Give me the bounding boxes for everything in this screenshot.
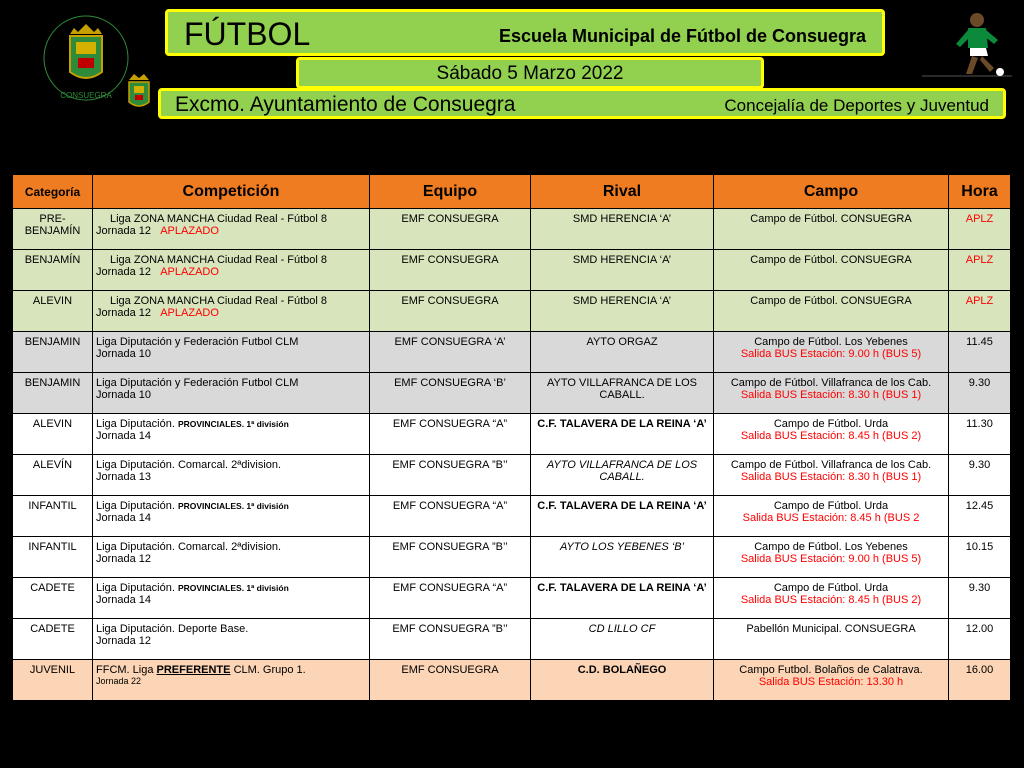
rival-cell: C.F. TALAVERA DE LA REINA ‘A’ (531, 578, 714, 619)
bus-departure: Salida BUS Estación: 8.30 h (BUS 1) (740, 471, 922, 483)
team-cell: EMF CONSUEGRA ”B’’ (370, 619, 531, 660)
field-cell: Campo de Fútbol. Villafranca de los Cab. Salida BUS Estación: 8.30 h (BUS 1) (714, 373, 949, 414)
competition-cell: Liga ZONA MANCHA Ciudad Real - Fútbol 8 Jornada 12 APLAZADO (93, 250, 370, 291)
competition-cell: Liga Diputación. Comarcal. 2ªdivision. Jornada 13 (93, 455, 370, 496)
rival-cell: SMD HERENCIA ‘A’ (531, 250, 714, 291)
field-cell: Campo de Fútbol. Urda Salida BUS Estación: 8.45 h (BUS 2 (714, 496, 949, 537)
field-cell: Campo de Fútbol. CONSUEGRA (714, 250, 949, 291)
bus-departure: Salida BUS Estación: 9.00 h (BUS 5) (740, 348, 922, 360)
team-cell: EMF CONSUEGRA (370, 250, 531, 291)
field-cell: Campo de Fútbol. CONSUEGRA (714, 209, 949, 250)
competition-cell: Liga Diputación. PROVINCIALES. 1ª división Jornada 14 (93, 578, 370, 619)
table-row (13, 619, 1011, 660)
time-cell: APLZ (949, 209, 1011, 250)
field-cell: Campo de Fútbol. CONSUEGRA (714, 291, 949, 332)
rival-cell: AYTO VILLAFRANCA DE LOS CABALL. (531, 373, 714, 414)
team-cell: EMF CONSUEGRA “A” (370, 496, 531, 537)
title-banner (165, 9, 885, 56)
time-cell: APLZ (949, 291, 1011, 332)
team-cell: EMF CONSUEGRA “A” (370, 414, 531, 455)
team-cell: EMF CONSUEGRA ‘B’ (370, 373, 531, 414)
bus-departure: Salida BUS Estación: 8.45 h (BUS 2) (740, 594, 922, 606)
rival-cell: SMD HERENCIA ‘A’ (531, 291, 714, 332)
team-cell: EMF CONSUEGRA ‘A’ (370, 332, 531, 373)
table-row (13, 291, 1011, 332)
time-cell: 9.30 (949, 455, 1011, 496)
category-cell: JUVENIL (13, 660, 93, 701)
field-cell: Campo Futbol. Bolaños de Calatrava. Salida BUS Estación: 13.30 h (714, 660, 949, 701)
competition-cell: FFCM. Liga PREFERENTE CLM. Grupo 1. Jornada 22 (93, 660, 370, 701)
municipal-football-school-crest (40, 14, 132, 102)
category-cell: BENJAMIN (13, 332, 93, 373)
date-banner (296, 57, 764, 89)
rival-cell: C.F. TALAVERA DE LA REINA ‘A’ (531, 414, 714, 455)
table-row (13, 209, 1011, 250)
time-cell: 16.00 (949, 660, 1011, 701)
team-cell: EMF CONSUEGRA (370, 660, 531, 701)
header-time: Hora (949, 175, 1011, 209)
field-cell: Campo de Fútbol. Urda Salida BUS Estación: 8.45 h (BUS 2) (714, 414, 949, 455)
rival-cell: C.D. BOLAÑEGO (531, 660, 714, 701)
field-cell: Campo de Fútbol. Villafranca de los Cab. Salida BUS Estación: 8.30 h (BUS 1) (714, 455, 949, 496)
category-cell: INFANTIL (13, 537, 93, 578)
header-field: Campo (714, 175, 949, 209)
svg-text:CONSUEGRA: CONSUEGRA (60, 91, 112, 100)
postponed-label: APLAZADO (160, 225, 219, 237)
school-title: Escuela Municipal de Fútbol de Consuegra (498, 26, 866, 46)
council-name: Excmo. Ayuntamiento de Consuegra (175, 93, 516, 116)
table-row (13, 660, 1011, 701)
field-cell: Campo de Fútbol. Los Yebenes Salida BUS Estación: 9.00 h (BUS 5) (714, 537, 949, 578)
category-cell: ALEVÍN (13, 455, 93, 496)
time-cell: 10.15 (949, 537, 1011, 578)
time-cell: APLZ (949, 250, 1011, 291)
table-row (13, 332, 1011, 373)
team-cell: EMF CONSUEGRA ”B’’ (370, 455, 531, 496)
header-team: Equipo (370, 175, 531, 209)
time-cell: 12.00 (949, 619, 1011, 660)
category-cell: ALEVIN (13, 291, 93, 332)
football-player-image (922, 10, 1012, 82)
bus-departure: Salida BUS Estación: 9.00 h (BUS 5) (740, 553, 922, 565)
organization-banner (158, 88, 1006, 119)
team-cell: EMF CONSUEGRA “A” (370, 578, 531, 619)
table-row (13, 414, 1011, 455)
rival-cell: SMD HERENCIA ‘A’ (531, 209, 714, 250)
match-date: Sábado 5 Marzo 2022 (436, 63, 624, 84)
competition-cell: Liga Diputación. Comarcal. 2ªdivision. Jornada 12 (93, 537, 370, 578)
category-cell: BENJAMIN (13, 373, 93, 414)
competition-cell: Liga ZONA MANCHA Ciudad Real - Fútbol 8 Jornada 12 APLAZADO (93, 291, 370, 332)
bus-departure: Salida BUS Estación: 8.45 h (BUS 2 (742, 512, 920, 524)
competition-cell: Liga Diputación. Deporte Base. Jornada 12 (93, 619, 370, 660)
competition-cell: Liga Diputación y Federación Futbol CLM Jornada 10 (93, 332, 370, 373)
competition-cell: Liga Diputación. PROVINCIALES. 1ª división Jornada 14 (93, 414, 370, 455)
bus-departure: Salida BUS Estación: 13.30 h (758, 676, 904, 688)
category-cell: CADETE (13, 619, 93, 660)
time-cell: 9.30 (949, 578, 1011, 619)
header-category: Categoría (13, 175, 93, 209)
time-cell: 9.30 (949, 373, 1011, 414)
sport-title: FÚTBOL (184, 16, 311, 52)
table-row (13, 537, 1011, 578)
category-cell: PRE- BENJAMÍN (13, 209, 93, 250)
team-cell: EMF CONSUEGRA (370, 209, 531, 250)
time-cell: 11.30 (949, 414, 1011, 455)
rival-cell: AYTO LOS YEBENES ‘B’ (531, 537, 714, 578)
field-cell: Campo de Fútbol. Los Yebenes Salida BUS Estación: 9.00 h (BUS 5) (714, 332, 949, 373)
town-council-crest (126, 72, 152, 112)
competition-cell: Liga Diputación y Federación Futbol CLM Jornada 10 (93, 373, 370, 414)
category-cell: CADETE (13, 578, 93, 619)
postponed-label: APLAZADO (160, 266, 219, 278)
header-rival: Rival (531, 175, 714, 209)
table-row (13, 578, 1011, 619)
category-cell: ALEVIN (13, 414, 93, 455)
bus-departure: Salida BUS Estación: 8.45 h (BUS 2) (740, 430, 922, 442)
competition-cell: Liga ZONA MANCHA Ciudad Real - Fútbol 8 Jornada 12 APLAZADO (93, 209, 370, 250)
rival-cell: C.F. TALAVERA DE LA REINA ‘A’ (531, 496, 714, 537)
field-cell: Campo de Fútbol. Urda Salida BUS Estación: 8.45 h (BUS 2) (714, 578, 949, 619)
competition-cell: Liga Diputación. PROVINCIALES. 1ª división Jornada 14 (93, 496, 370, 537)
postponed-label: APLAZADO (160, 307, 219, 319)
team-cell: EMF CONSUEGRA (370, 291, 531, 332)
field-cell: Pabellón Municipal. CONSUEGRA (714, 619, 949, 660)
category-cell: BENJAMÍN (13, 250, 93, 291)
table-header-row (13, 175, 1011, 209)
rival-cell: CD LILLO CF (531, 619, 714, 660)
time-cell: 12.45 (949, 496, 1011, 537)
match-schedule-table (12, 174, 1011, 701)
team-cell: EMF CONSUEGRA ”B’’ (370, 537, 531, 578)
time-cell: 11.45 (949, 332, 1011, 373)
table-row (13, 250, 1011, 291)
header-competition: Competición (93, 175, 370, 209)
bus-departure: Salida BUS Estación: 8.30 h (BUS 1) (740, 389, 922, 401)
table-row (13, 496, 1011, 537)
category-cell: INFANTIL (13, 496, 93, 537)
rival-cell: AYTO VILLAFRANCA DE LOS CABALL. (531, 455, 714, 496)
table-row (13, 373, 1011, 414)
table-row (13, 455, 1011, 496)
department-name: Concejalía de Deportes y Juventud (724, 96, 989, 115)
rival-cell: AYTO ORGAZ (531, 332, 714, 373)
